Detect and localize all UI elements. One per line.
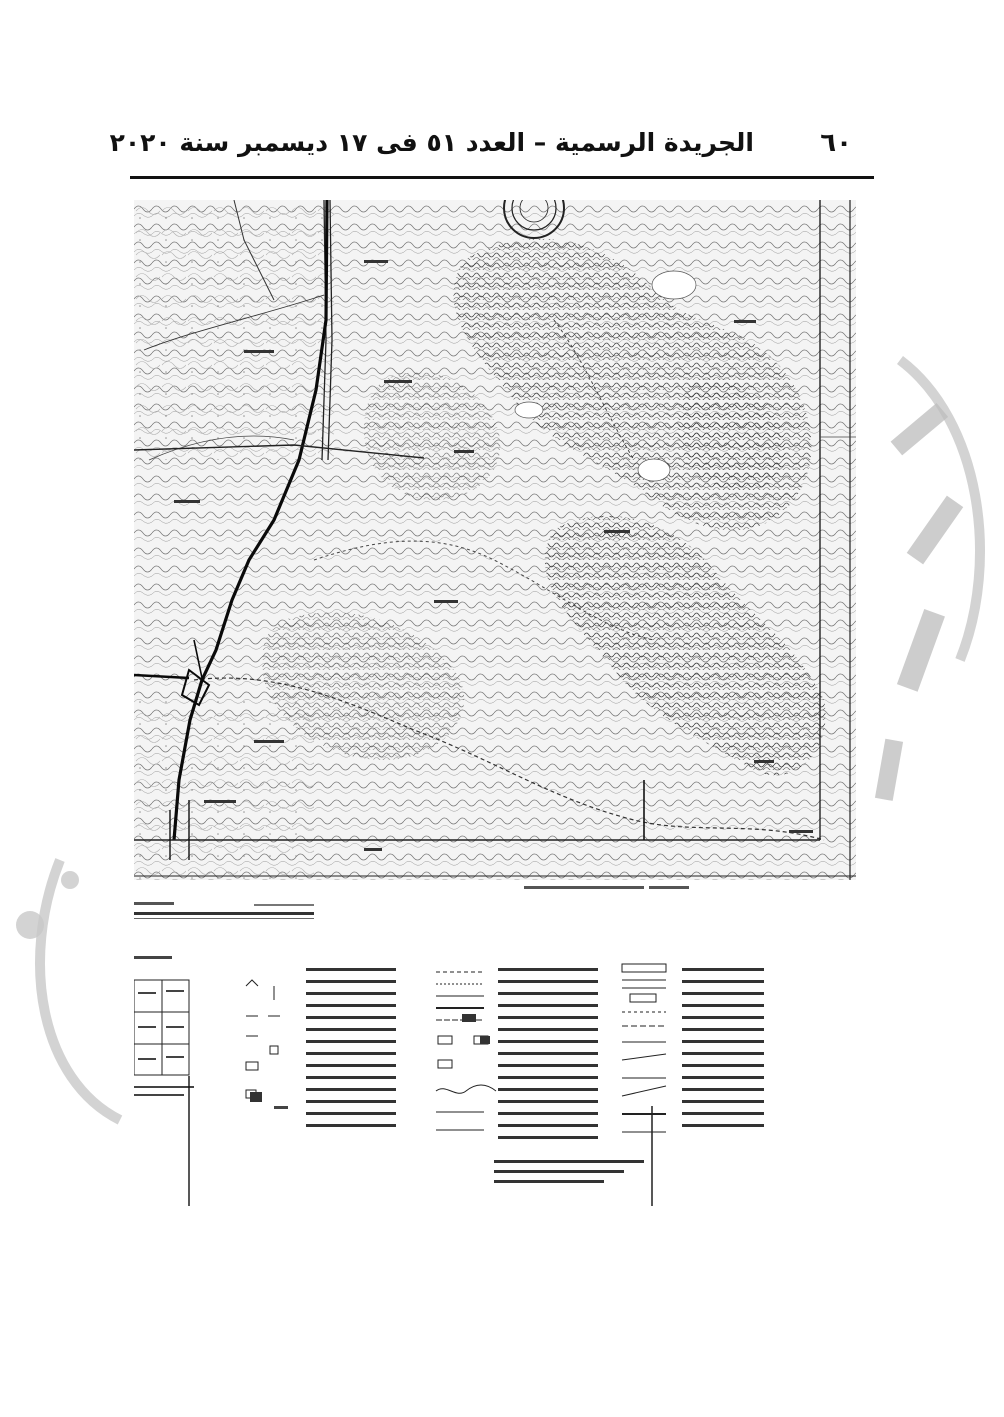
- map-drawing: [134, 200, 856, 880]
- legend-drawing: [134, 876, 856, 1206]
- page-header: [109, 128, 874, 168]
- page-number: ٦٠: [820, 128, 852, 158]
- map-legend: [134, 876, 856, 1206]
- topographic-map: [134, 200, 856, 880]
- header-rule: [130, 176, 874, 179]
- gazette-title: الجريدة الرسمية – العدد ٥١ فى ١٧ ديسمبر سنة ٢٠٢٠: [109, 128, 754, 157]
